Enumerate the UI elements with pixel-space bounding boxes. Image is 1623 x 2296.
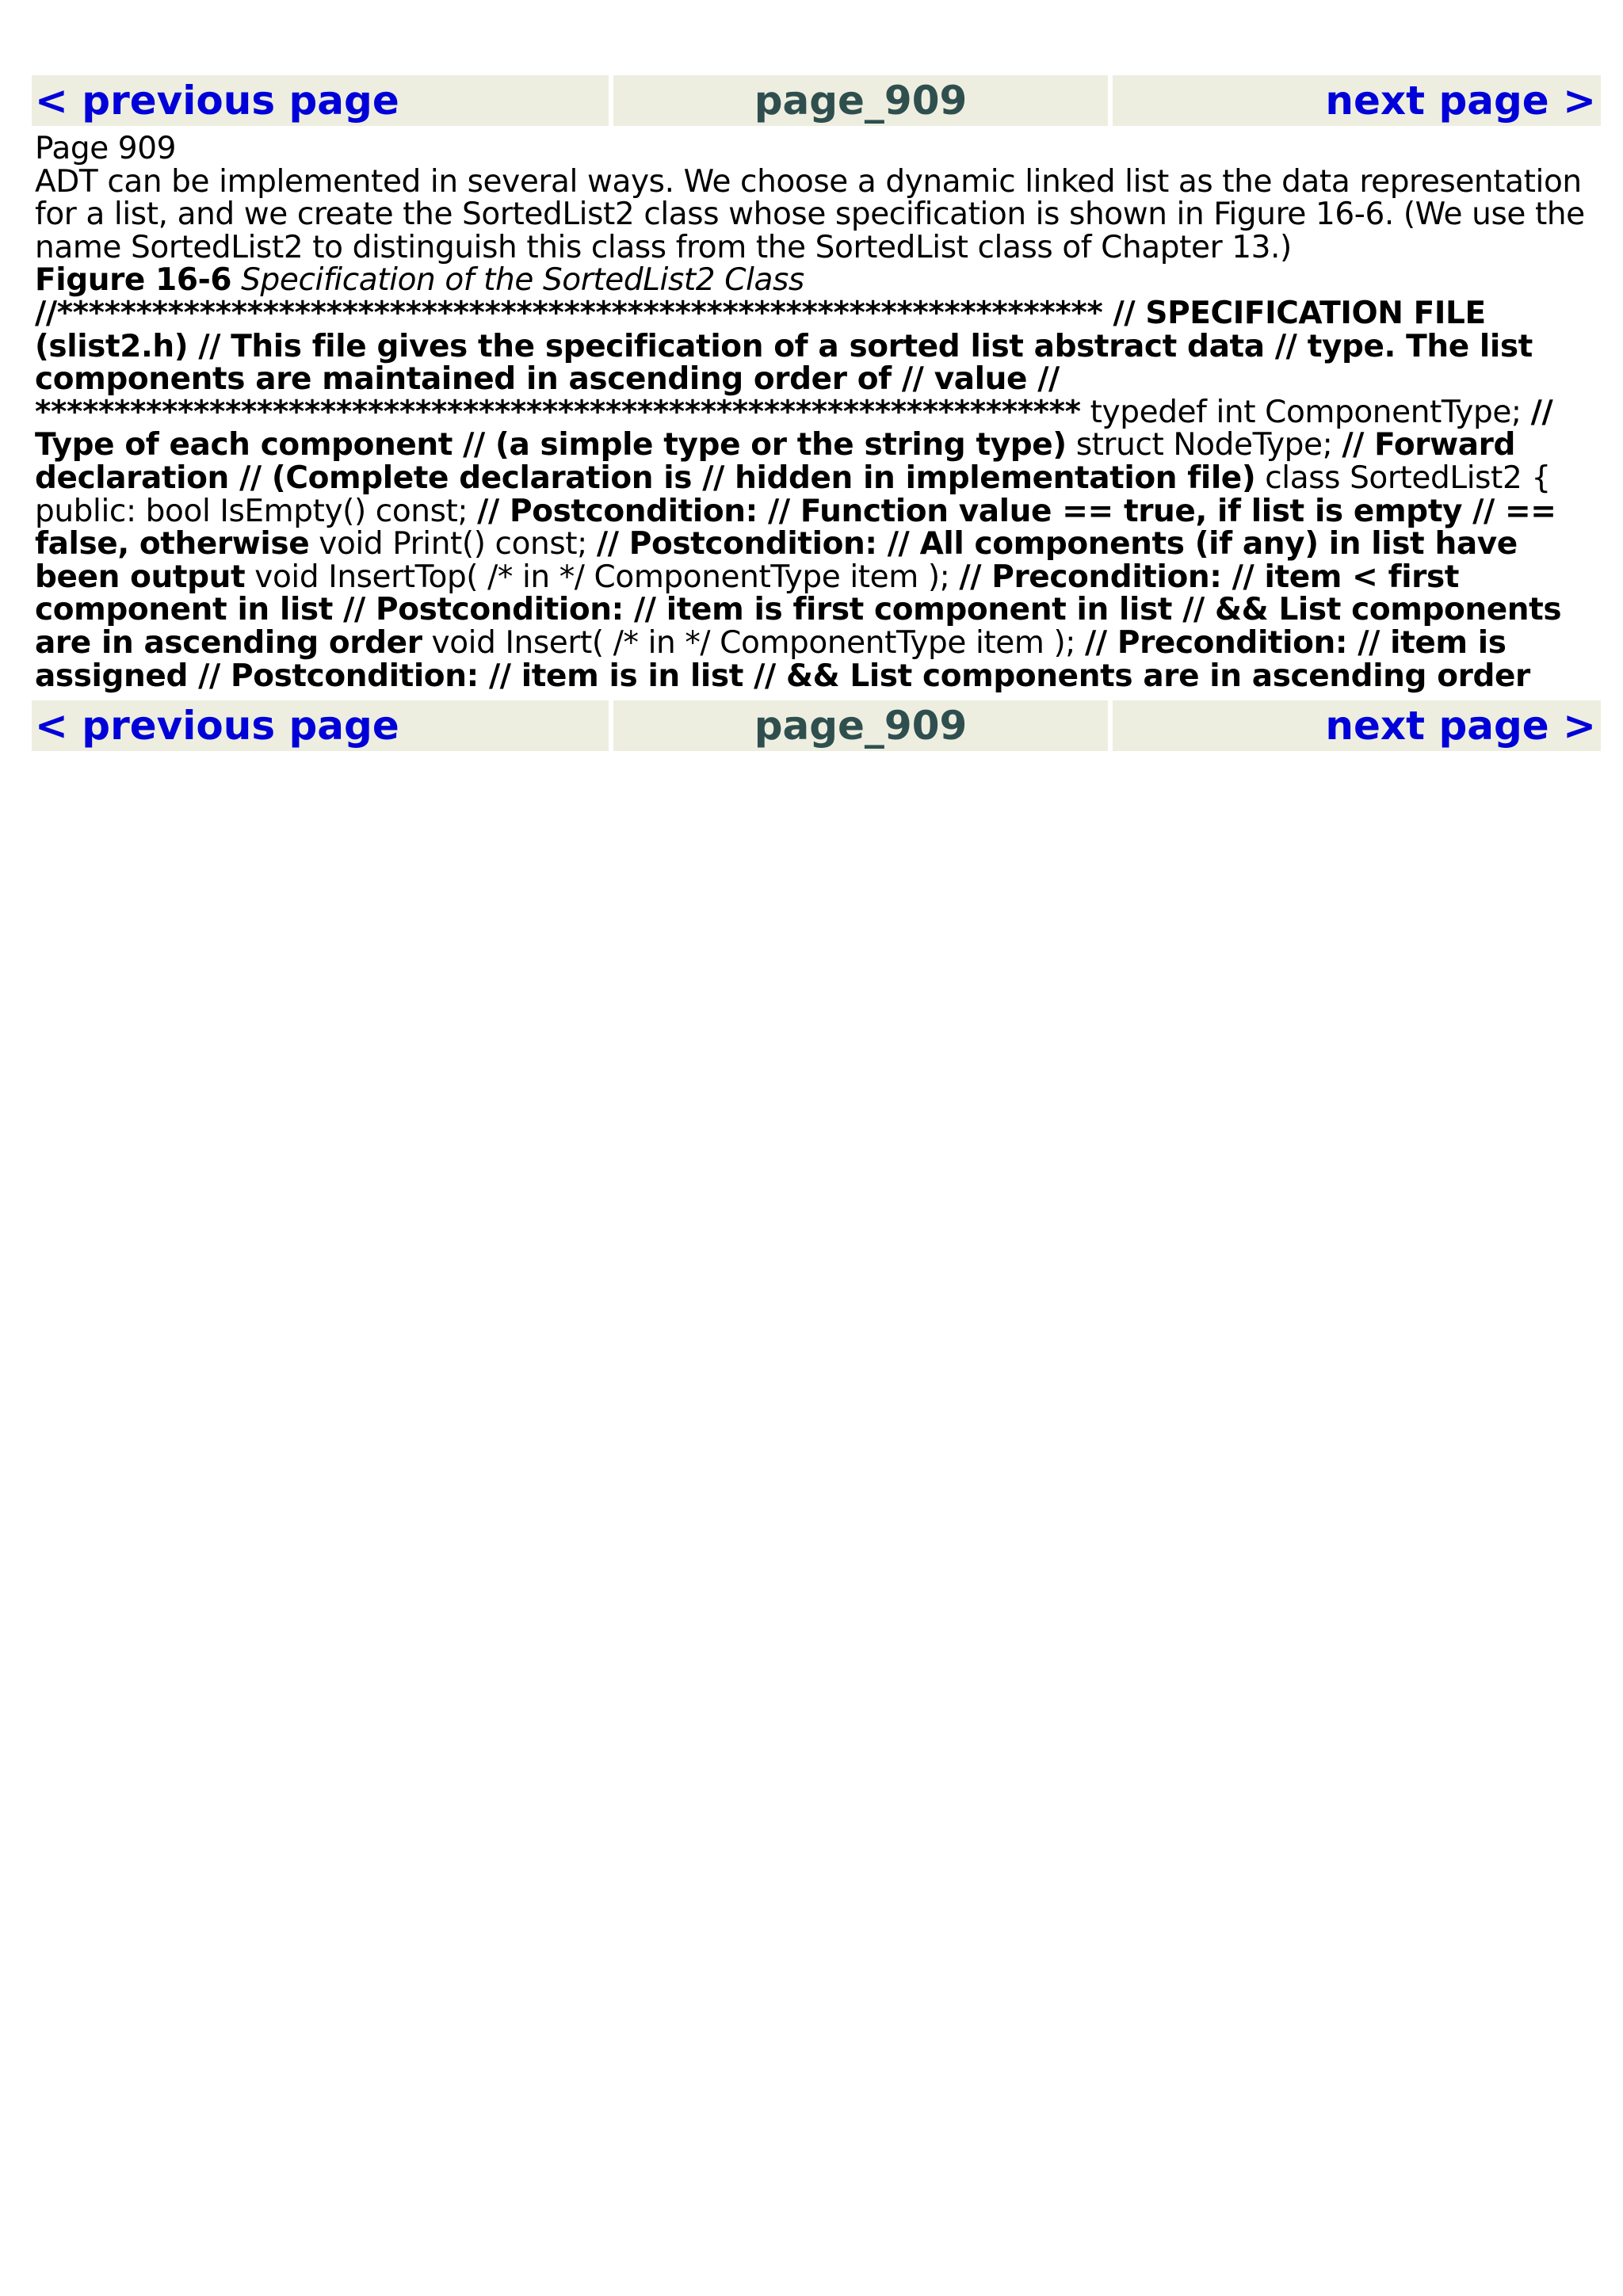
code-segment: struct NodeType; <box>1066 427 1342 463</box>
code-segment: void Insert( /* in */ ComponentType item ); <box>422 624 1086 661</box>
top-navigation-bar <box>32 75 1601 126</box>
top-previous-page-link[interactable]: < previous page <box>35 78 399 124</box>
code-segment: // Postcondition: // All components (if any) in list have been output <box>35 526 1518 595</box>
figure-caption: Specification of the SortedList2 Class <box>241 262 804 299</box>
code-segment: void InsertTop( /* in */ ComponentType item ); <box>245 559 960 595</box>
bottom-page-indicator-cell <box>613 700 1108 751</box>
code-listing <box>35 297 1598 692</box>
code-segment: // Postcondition: // Function value == true, if list is empty // == false, otherwise <box>35 493 1556 563</box>
bottom-previous-page-link[interactable]: < previous page <box>35 703 399 749</box>
code-segment: void Print() const; <box>309 526 597 563</box>
code-segment: // Precondition: // item < first component in list // Postcondition: // item is first component in list // && List components are in ascending order <box>35 559 1562 661</box>
page-content <box>32 126 1601 699</box>
top-prev-cell <box>32 75 609 126</box>
top-next-cell <box>1113 75 1601 126</box>
code-segment: // Precondition: // item is assigned // Postcondition: // item is in list // && List components are in ascending order <box>35 624 1530 694</box>
bottom-next-cell <box>1113 700 1601 751</box>
code-segment: // Forward declaration // (Complete declaration is // hidden in implementation file) <box>35 427 1515 496</box>
code-segment: class SortedList2 { public: bool IsEmpty() const; <box>35 460 1551 529</box>
code-segment: //****************************************************************** // SPECIFICATION FILE (slist2.h) // This file gives the specification of a sorted list abstract data // type. The list components are maintained in ascending order of // value // ****************************************************************** <box>35 295 1533 430</box>
code-segment: typedef int ComponentType; <box>1080 394 1531 430</box>
top-page-indicator-cell <box>613 75 1108 126</box>
intro-paragraph: ADT can be implemented in several ways. We choose a dynamic linked list as the data representation for a list, and we create the SortedList2 class whose specification is shown in Figure 16-6. (We use the name SortedList2 to distinguish this class from the SortedList class of Chapter 13.) <box>35 163 1585 265</box>
bottom-prev-cell <box>32 700 609 751</box>
figure-label: Figure 16-6 <box>35 262 232 299</box>
top-page-indicator: page_909 <box>754 78 968 124</box>
top-next-page-link[interactable]: next page > <box>1325 78 1596 124</box>
bottom-navigation-bar <box>32 700 1601 751</box>
bottom-page-indicator: page_909 <box>754 703 968 749</box>
code-segment: // Type of each component // (a simple type or the string type) <box>35 394 1553 463</box>
book-page <box>32 75 1601 751</box>
page-heading: Page 909 <box>35 131 177 166</box>
figure-caption-line <box>35 264 1598 297</box>
bottom-next-page-link[interactable]: next page > <box>1325 703 1596 749</box>
